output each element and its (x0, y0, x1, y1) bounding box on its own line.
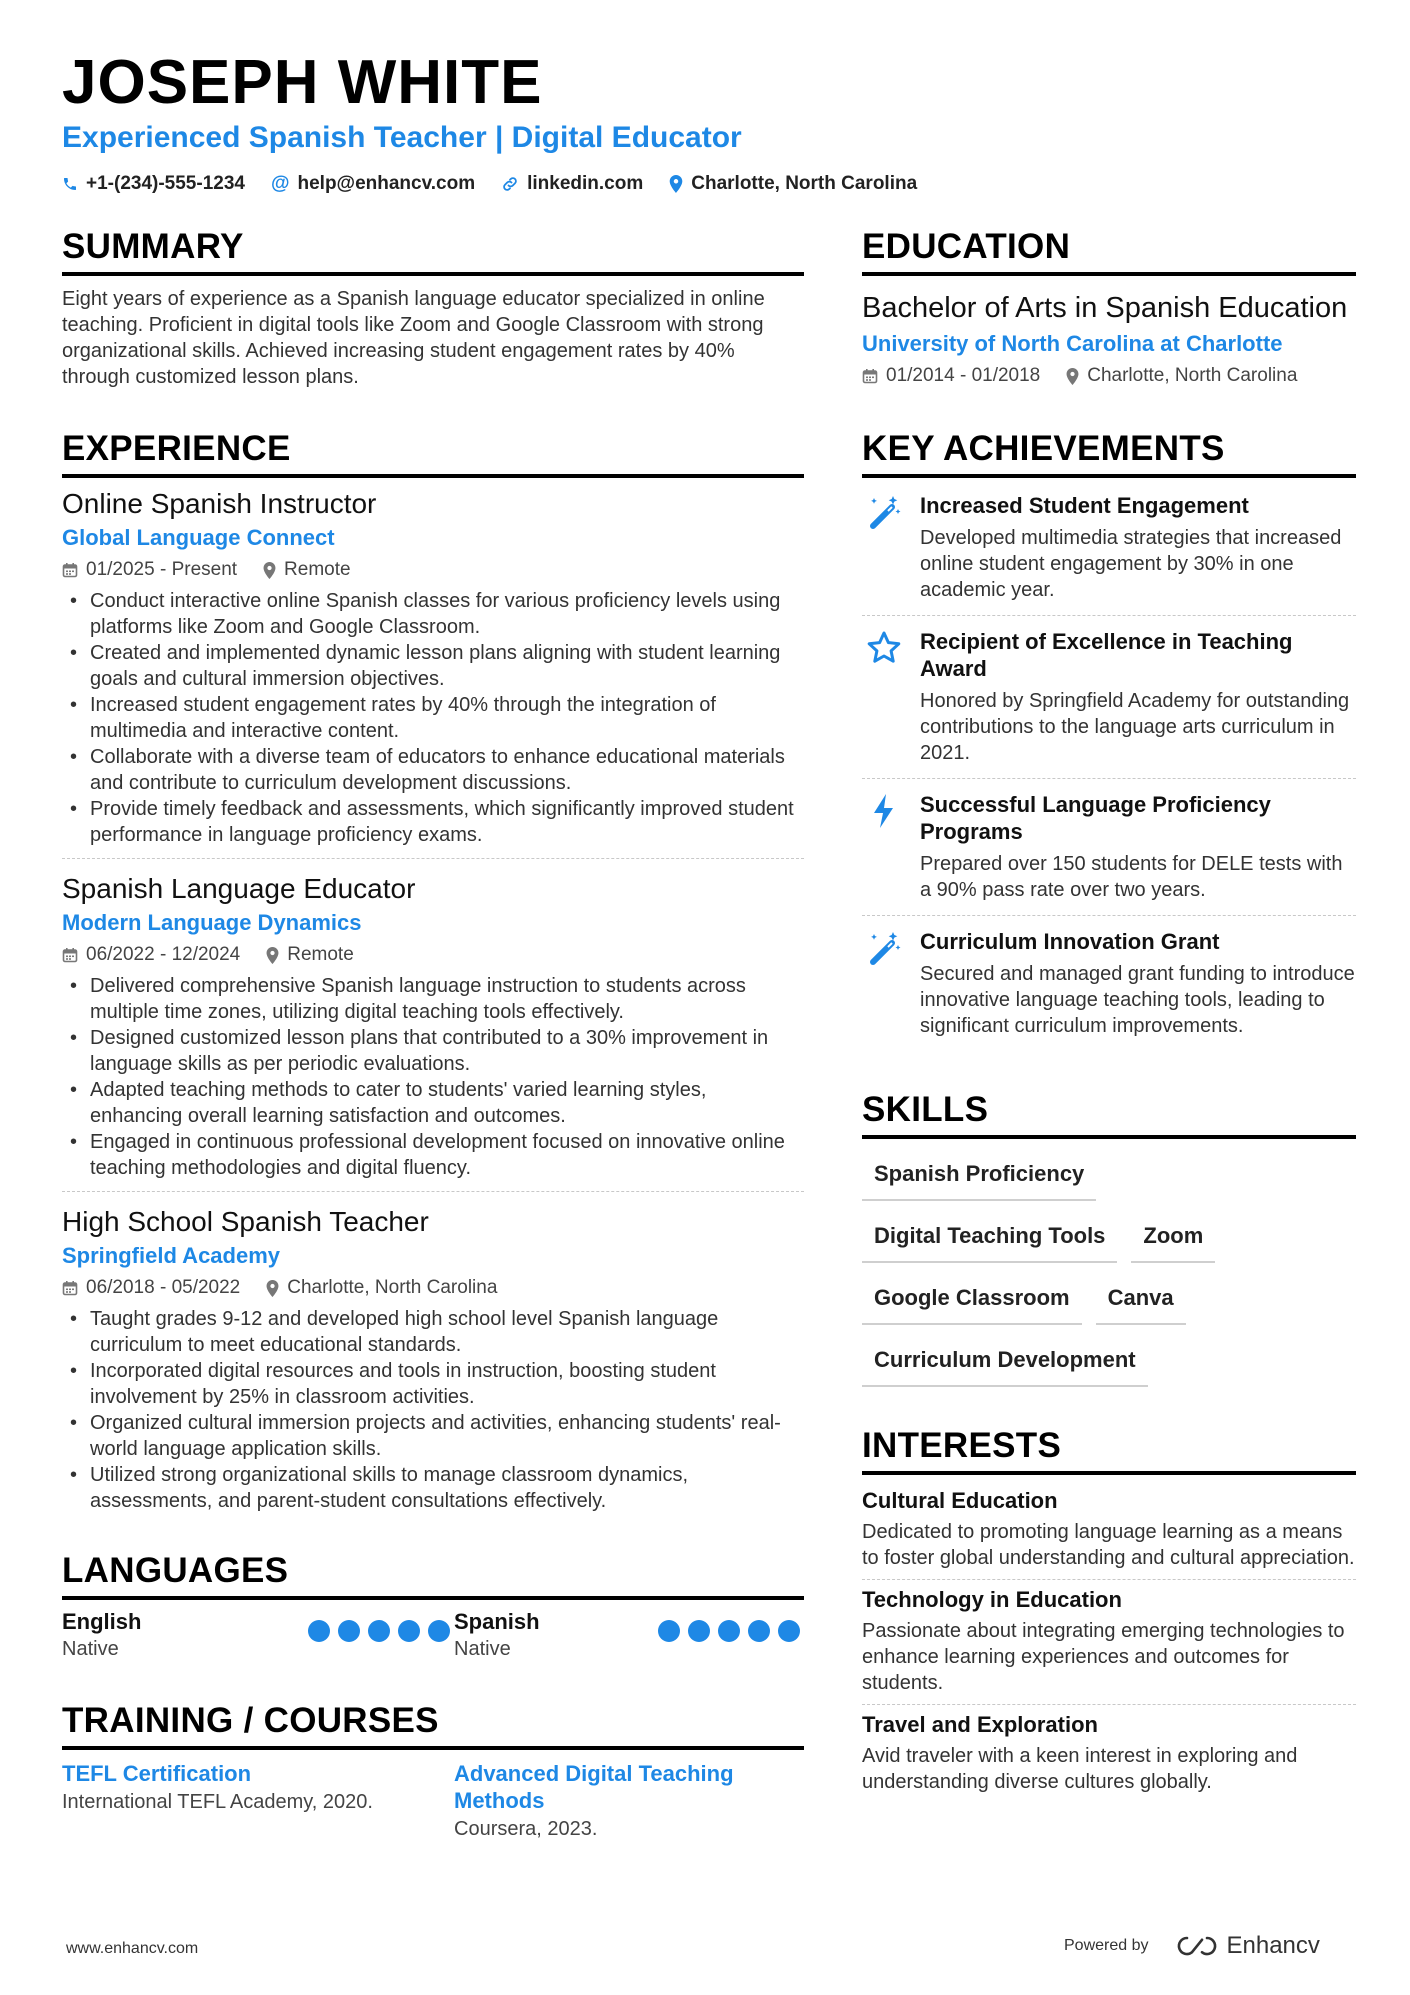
language-level: Native (62, 1638, 119, 1660)
achievement-text: Secured and managed grant funding to introduce innovative language teaching tools, leading to significant curriculum improvements. (920, 963, 1355, 1037)
job-dates (62, 556, 237, 584)
company-name: Modern Language Dynamics (62, 910, 362, 935)
degree-title: Bachelor of Arts in Spanish Education (862, 292, 1348, 324)
job-dates-text: 06/2022 - 12/2024 (86, 944, 241, 965)
interest-title: Technology in Education (862, 1587, 1122, 1612)
education-location-text: Charlotte, North Carolina (1087, 365, 1298, 386)
experience-entry (62, 871, 804, 1192)
rating-dot (338, 1620, 360, 1642)
lightning-icon (862, 791, 906, 903)
map-pin-icon (263, 562, 276, 579)
calendar-icon (62, 1280, 78, 1296)
achievement-title: Increased Student Engagement (920, 493, 1249, 518)
language-item (62, 1608, 454, 1662)
skill-tag: Canva (1096, 1277, 1186, 1325)
bullet-item: • Taught grades 9-12 and developed high school level Spanish language curriculum to meet educational standards. (62, 1306, 804, 1358)
skill-tag: Curriculum Development (862, 1339, 1148, 1387)
job-location (263, 556, 351, 584)
contact-phone (62, 170, 245, 198)
job-dates-text: 01/2025 - Present (86, 559, 238, 580)
job-bullets (62, 1306, 804, 1514)
job-dates (62, 941, 240, 969)
skill-tag: Digital Teaching Tools (862, 1215, 1117, 1263)
job-location (266, 941, 354, 969)
bullet-item: • Utilized strong organizational skills to manage classroom dynamics, assessments, and parent-student consultations effectively. (62, 1462, 804, 1514)
job-meta (62, 556, 804, 584)
bullet-item: • Engaged in continuous professional development focused on innovative online teaching methodologies and digital fluency. (62, 1129, 804, 1181)
phone-icon (62, 176, 78, 192)
magic-wand-icon (862, 928, 906, 1039)
job-bullets (62, 588, 804, 848)
language-rating (308, 1620, 450, 1662)
interest-item (862, 1705, 1356, 1803)
education-dates-text: 01/2014 - 01/2018 (886, 365, 1041, 386)
company-name: Springfield Academy (62, 1243, 281, 1268)
link-icon (501, 175, 519, 193)
location-text: Charlotte, North Carolina (691, 173, 918, 194)
rating-dot (718, 1620, 740, 1642)
skill-tag: Google Classroom (862, 1277, 1082, 1325)
interests-section (862, 1425, 1356, 1803)
achievement-item (862, 779, 1356, 916)
achievement-item (862, 916, 1356, 1051)
experience-entry (62, 1204, 804, 1524)
interest-item (862, 1481, 1356, 1580)
at-icon: @ (270, 173, 290, 194)
skills-section (862, 1089, 1356, 1387)
bullet-item: • Designed customized lesson plans that contributed to a 30% improvement in language skills as per periodic evaluations. (62, 1025, 804, 1077)
achievement-item (862, 480, 1356, 616)
job-meta (62, 1274, 804, 1302)
achievement-text: Honored by Springfield Academy for outstanding contributions to the language arts curriculum in 2021. (920, 690, 1350, 764)
rating-dot (688, 1620, 710, 1642)
magic-wand-icon (862, 492, 906, 603)
interest-title: Cultural Education (862, 1488, 1058, 1513)
school-name: University of North Carolina at Charlotte (862, 331, 1283, 356)
bullet-item: • Collaborate with a diverse team of educators to enhance educational materials and contribute to curriculum development discussions. (62, 744, 804, 796)
rating-dot (398, 1620, 420, 1642)
summary-heading: SUMMARY (62, 226, 804, 276)
bullet-item: • Conduct interactive online Spanish classes for various proficiency levels using platforms like Zoom and Google Classroom. (62, 588, 804, 640)
contact-bar (62, 170, 917, 198)
map-pin-icon (669, 175, 683, 193)
rating-dot (778, 1620, 800, 1642)
achievements-heading: KEY ACHIEVEMENTS (862, 428, 1356, 478)
skills-list (862, 1153, 1322, 1387)
language-item (454, 1608, 804, 1662)
experience-entry (62, 486, 804, 859)
contact-location (669, 170, 917, 198)
course-org: Coursera, 2023. (454, 1818, 598, 1840)
calendar-icon (62, 562, 78, 578)
rating-dot (308, 1620, 330, 1642)
contact-email[interactable] (271, 170, 475, 198)
job-title: Spanish Language Educator (62, 873, 416, 904)
phone-text: +1-(234)-555-1234 (86, 173, 245, 194)
candidate-tagline: Experienced Spanish Teacher | Digital Educator (62, 121, 742, 154)
achievements-section (862, 428, 1356, 1051)
achievement-title: Recipient of Excellence in Teaching Award (920, 629, 1293, 681)
achievement-title: Curriculum Innovation Grant (920, 929, 1220, 954)
languages-list (62, 1608, 804, 1662)
job-location-text: Charlotte, North Carolina (287, 1277, 498, 1298)
course-item (454, 1760, 804, 1844)
left-column (62, 226, 804, 1844)
map-pin-icon (266, 1280, 279, 1297)
education-meta (862, 362, 1356, 390)
calendar-icon (862, 368, 878, 384)
languages-section (62, 1550, 804, 1662)
rating-dot (658, 1620, 680, 1642)
job-meta (62, 941, 804, 969)
bullet-item: • Organized cultural immersion projects and activities, enhancing students' real-world language application skills. (62, 1410, 804, 1462)
achievement-text: Prepared over 150 students for DELE tests with a 90% pass rate over two years. (920, 853, 1343, 901)
job-title: High School Spanish Teacher (62, 1206, 429, 1237)
contact-linkedin[interactable] (501, 170, 643, 198)
summary-text: Eight years of experience as a Spanish language educator specialized in online teaching. Proficient in digital tools like Zoom and Google Classroom with strong organizational skills. Achieved increasing student engagement rates by 40% through customized lesson plans. (62, 288, 765, 388)
bullet-item: • Adapted teaching methods to cater to students' varied learning styles, enhancing overall learning satisfaction and outcomes. (62, 1077, 804, 1129)
bullet-item: • Increased student engagement rates by 40% through the integration of multimedia and interactive content. (62, 692, 804, 744)
course-title: TEFL Certification (62, 1761, 252, 1786)
job-bullets (62, 973, 804, 1181)
job-location-text: Remote (287, 944, 354, 965)
footer-website[interactable]: www.enhancv.com (66, 1940, 199, 1957)
bullet-item: • Incorporated digital resources and tools in instruction, boosting student involvement by 25% in classroom activities. (62, 1358, 804, 1410)
brand-name: Enhancv (1226, 1932, 1320, 1959)
job-dates (62, 1274, 240, 1302)
bullet-item: • Delivered comprehensive Spanish language instruction to students across multiple time zones, utilizing digital teaching tools effectively. (62, 973, 804, 1025)
bullet-item: • Provide timely feedback and assessments, which significantly improved student performance in language proficiency exams. (62, 796, 804, 848)
achievement-text: Developed multimedia strategies that increased online student engagement by 30% in one academic year. (920, 527, 1342, 601)
skills-heading: SKILLS (862, 1089, 1356, 1139)
skill-tag: Zoom (1131, 1215, 1215, 1263)
job-title: Online Spanish Instructor (62, 488, 377, 519)
job-dates-text: 06/2018 - 05/2022 (86, 1277, 241, 1298)
education-dates (862, 362, 1040, 390)
linkedin-text: linkedin.com (527, 173, 644, 194)
training-section (62, 1700, 804, 1844)
rating-dot (748, 1620, 770, 1642)
skill-tag: Spanish Proficiency (862, 1153, 1096, 1201)
language-name: Spanish (454, 1609, 540, 1634)
email-text: help@enhancv.com (297, 173, 476, 194)
training-heading: TRAINING / COURSES (62, 1700, 804, 1750)
interest-text: Avid traveler with a keen interest in exploring and understanding diverse cultures globally. (862, 1745, 1298, 1793)
experience-heading: EXPERIENCE (62, 428, 804, 478)
rating-dot (428, 1620, 450, 1642)
company-name: Global Language Connect (62, 525, 335, 550)
interest-text: Dedicated to promoting language learning as a means to foster global understanding and cultural appreciation. (862, 1521, 1355, 1569)
language-rating (658, 1620, 800, 1662)
interest-title: Travel and Exploration (862, 1712, 1098, 1737)
achievement-title: Successful Language Proficiency Programs (920, 792, 1271, 844)
courses-list (62, 1760, 804, 1844)
education-section (862, 226, 1356, 390)
footer-branding (1064, 1932, 1320, 1960)
map-pin-icon (266, 947, 279, 964)
course-title: Advanced Digital Teaching Methods (454, 1761, 734, 1813)
language-name: English (62, 1609, 142, 1634)
star-icon (862, 628, 906, 766)
summary-section (62, 226, 804, 390)
enhancv-logo-icon (1175, 1934, 1219, 1958)
powered-by-text: Powered by (1064, 1937, 1149, 1954)
languages-heading: LANGUAGES (62, 1550, 804, 1600)
enhancv-logo[interactable] (1175, 1932, 1320, 1960)
course-item (62, 1760, 454, 1844)
course-org: International TEFL Academy, 2020. (62, 1791, 373, 1813)
job-location-text: Remote (284, 559, 351, 580)
interests-heading: INTERESTS (862, 1425, 1356, 1475)
interest-item (862, 1580, 1356, 1705)
map-pin-icon (1066, 368, 1079, 385)
bullet-item: • Created and implemented dynamic lesson plans aligning with student learning goals and cultural immersion objectives. (62, 640, 804, 692)
candidate-name: JOSEPH WHITE (62, 48, 543, 117)
achievement-item (862, 616, 1356, 779)
rating-dot (368, 1620, 390, 1642)
calendar-icon (62, 947, 78, 963)
education-heading: EDUCATION (862, 226, 1356, 276)
language-level: Native (454, 1638, 511, 1660)
job-location (266, 1274, 497, 1302)
right-column (862, 226, 1356, 1803)
interest-text: Passionate about integrating emerging technologies to enhance learning experiences and outcomes for students. (862, 1620, 1345, 1694)
education-location (1066, 362, 1297, 390)
experience-section (62, 428, 804, 1524)
